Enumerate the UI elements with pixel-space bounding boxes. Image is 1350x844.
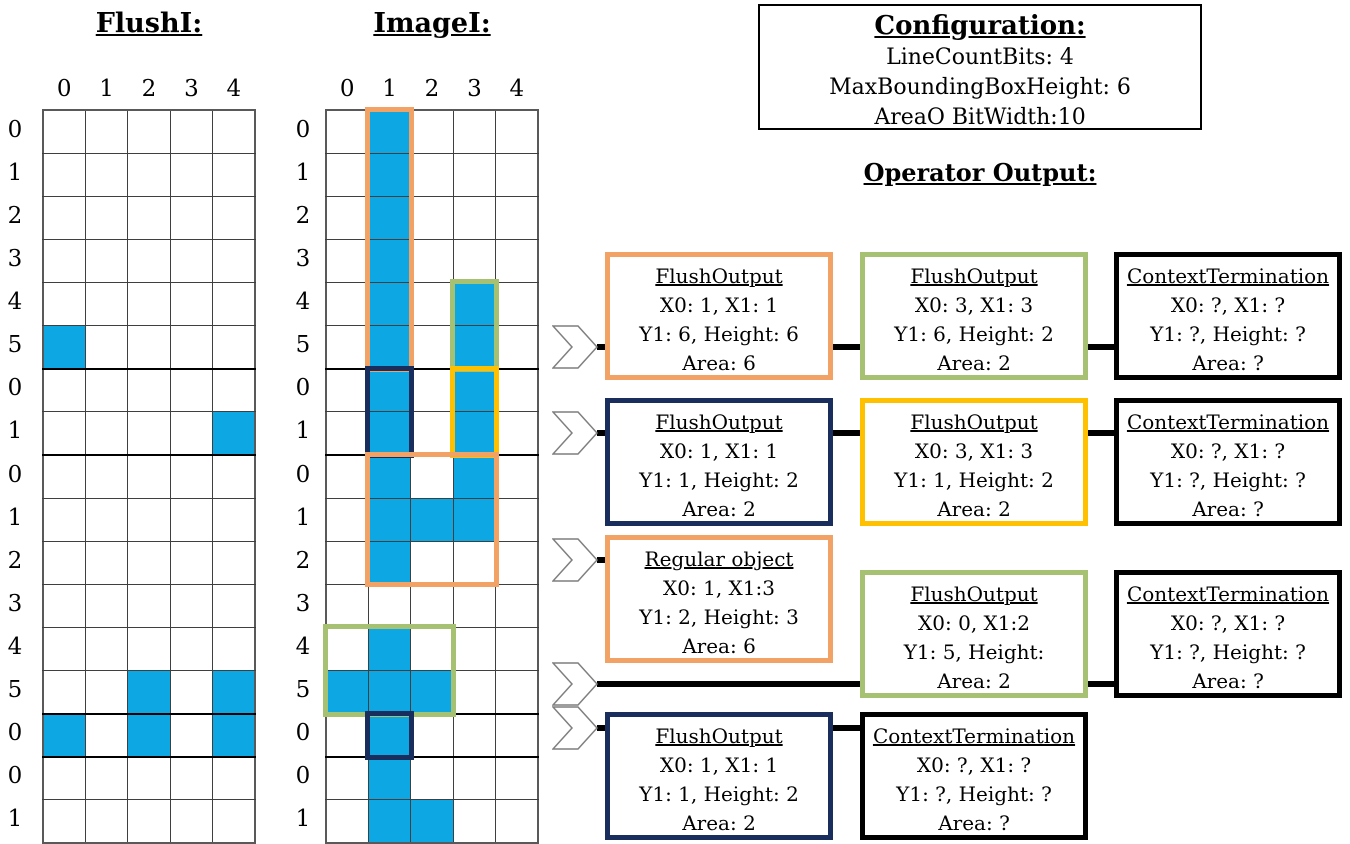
output-box-line: Area: ? (1192, 669, 1264, 693)
output-box-line: Y1: ?, Height: ? (896, 782, 1052, 806)
flush-output-box-5 (860, 570, 1088, 698)
output-box-title: ContextTermination (1126, 264, 1330, 288)
connector-line (1084, 430, 1118, 436)
flushi-row-label: 0 (7, 375, 23, 402)
configuration-line: AreaO BitWidth:10 (874, 105, 1086, 130)
flushi-filled-cell (43, 326, 85, 369)
grid-line (325, 411, 539, 412)
flushi-row-label: 1 (7, 418, 23, 445)
flushi-filled-cell (43, 714, 85, 757)
orange-regular-object-outline (365, 452, 498, 587)
output-box-line: Area: 2 (937, 351, 1011, 375)
connector-line (1084, 344, 1118, 350)
flushi-row-label: 0 (7, 116, 23, 143)
navy-object-outline-2 (365, 711, 413, 760)
grid-line (127, 109, 128, 844)
grid-line (325, 239, 539, 240)
flush-event-chevron-icon (552, 325, 598, 369)
output-box-title: FlushOutput (910, 582, 1038, 606)
flushi-filled-cell (128, 714, 170, 757)
context-termination-box-2 (1114, 398, 1342, 526)
grid-line (537, 109, 539, 844)
imagei-row-label: 0 (295, 461, 311, 488)
imagei-row-label: 1 (295, 806, 311, 833)
frame-boundary-line (42, 713, 256, 715)
connector-line (829, 344, 864, 350)
output-box-title: FlushOutput (910, 410, 1038, 434)
flush-output-box-2 (860, 252, 1088, 380)
flushi-row-label: 3 (7, 590, 23, 617)
output-box-line: X0: 1, X1: 1 (659, 439, 779, 463)
flushi-row-label: 0 (7, 763, 23, 790)
output-box-line: Area: ? (1192, 351, 1264, 375)
navy-object-outline (365, 366, 413, 458)
output-box-line: Y1: ?, Height: ? (1150, 468, 1306, 492)
flushi-row-label: 4 (7, 634, 23, 660)
grid-line (42, 411, 256, 412)
regular-object-box (605, 535, 833, 663)
grid-line (42, 109, 44, 844)
configuration-title: Configuration: (874, 11, 1086, 41)
grid-line (42, 584, 256, 585)
flushi-col-header: 3 (184, 76, 199, 102)
green-object-outline-2 (323, 624, 456, 716)
flushi-filled-cell (213, 714, 255, 757)
flushi-col-header: 4 (226, 76, 242, 102)
imagei-row-label: 1 (295, 504, 311, 531)
output-box-line: Y1: 5, Height: (903, 640, 1045, 664)
flushi-row-label: 0 (7, 720, 23, 747)
connector-line (1084, 681, 1118, 687)
output-box-line: Y1: 6, Height: 6 (639, 322, 799, 346)
imagei-row-label: 1 (295, 159, 311, 186)
flush-event-chevron-icon (552, 411, 598, 455)
grid-line (42, 153, 256, 154)
output-box-title: FlushOutput (910, 264, 1038, 288)
imagei-col-header: 3 (467, 76, 482, 102)
flush-output-box-1 (605, 252, 833, 380)
flushi-col-header: 2 (141, 76, 157, 102)
grid-line (42, 196, 256, 197)
imagei-col-header: 1 (382, 76, 397, 102)
output-box-line: Y1: 1, Height: 2 (639, 782, 799, 806)
grid-line (325, 109, 327, 844)
output-box-title: FlushOutput (655, 410, 783, 434)
grid-line (325, 799, 539, 800)
output-box-line: X0: 1, X1: 1 (659, 293, 779, 317)
output-box-title: FlushOutput (655, 724, 783, 748)
flushi-col-header: 1 (99, 76, 114, 102)
output-box-line: X0: 1, X1: 1 (659, 753, 779, 777)
imagei-title: ImageI: (373, 8, 491, 39)
output-box-line: X0: 1, X1:3 (663, 576, 775, 600)
flushi-filled-cell (213, 671, 255, 714)
grid-line (85, 109, 86, 844)
imagei-filled-cell (368, 800, 410, 843)
grid-line (42, 627, 256, 628)
output-box-line: Y1: 2, Height: 3 (639, 605, 799, 629)
grid-line (212, 109, 213, 844)
output-box-line: Area: 6 (682, 634, 756, 658)
output-box-title: ContextTermination (1126, 410, 1330, 434)
configuration-box (758, 4, 1202, 130)
imagei-col-header: 4 (509, 76, 525, 102)
connector-line (597, 681, 864, 687)
flushi-row-label: 1 (7, 159, 23, 186)
imagei-row-label: 4 (295, 289, 311, 316)
grid-line (42, 670, 256, 671)
output-box-line: X0: ?, X1: ? (916, 753, 1032, 777)
configuration-line: LineCountBits: 4 (886, 45, 1074, 70)
frame-boundary-line (42, 756, 256, 758)
flushi-title: FlushI: (95, 8, 203, 39)
output-box-line: Area: ? (1192, 497, 1264, 521)
grid-line (42, 239, 256, 240)
grid-line (170, 109, 171, 844)
output-box-title: Regular object (644, 547, 794, 571)
output-box-title: ContextTermination (1126, 582, 1330, 606)
flush-output-box-6 (605, 712, 833, 840)
grid-line (325, 282, 539, 283)
flushi-row-label: 1 (7, 806, 23, 833)
output-box-line: X0: ?, X1: ? (1170, 439, 1286, 463)
imagei-row-label: 0 (295, 720, 311, 747)
output-box-line: Y1: 1, Height: 2 (894, 468, 1054, 492)
output-box-title: ContextTermination (872, 724, 1076, 748)
output-box-line: Y1: ?, Height: ? (1150, 322, 1306, 346)
flushi-row-label: 0 (7, 461, 23, 488)
context-termination-box-1 (1114, 252, 1342, 380)
context-termination-box-4 (860, 712, 1088, 840)
imagei-row-label: 3 (295, 245, 311, 272)
output-box-line: Y1: 1, Height: 2 (639, 468, 799, 492)
imagei-col-header: 0 (339, 76, 355, 102)
imagei-row-label: 5 (295, 677, 311, 704)
frame-boundary-line (42, 454, 256, 456)
grid-line (42, 325, 256, 326)
imagei-row-label: 0 (295, 763, 311, 790)
imagei-col-header: 2 (424, 76, 440, 102)
output-box-line: X0: ?, X1: ? (1170, 611, 1286, 635)
grid-line (42, 498, 256, 499)
orange-object-outline (365, 107, 413, 372)
flushi-col-header: 0 (56, 76, 72, 102)
flushi-filled-cell (213, 412, 255, 455)
output-box-line: Area: 2 (682, 497, 756, 521)
output-box-title: FlushOutput (655, 264, 783, 288)
grid-line (42, 799, 256, 800)
grid-line (325, 109, 539, 111)
flushi-row-label: 4 (7, 289, 23, 316)
grid-line (325, 153, 539, 154)
grid-line (325, 196, 539, 197)
flushi-row-label: 3 (7, 245, 23, 272)
flushi-row-label: 5 (7, 677, 23, 704)
output-box-line: X0: 0, X1:2 (918, 611, 1030, 635)
output-box-line: X0: 3, X1: 3 (914, 439, 1034, 463)
imagei-row-label: 4 (295, 634, 311, 660)
output-box-line: Area: ? (938, 811, 1010, 835)
imagei-row-label: 5 (295, 332, 311, 359)
frame-boundary-line (325, 756, 539, 758)
imagei-row-label: 3 (295, 590, 311, 617)
frame-boundary-line (42, 368, 256, 370)
flush-output-box-4 (860, 398, 1088, 526)
frame-boundary-line (325, 368, 539, 370)
flushi-row-label: 1 (7, 504, 23, 531)
grid-line (254, 109, 256, 844)
output-box-line: X0: 3, X1: 3 (914, 293, 1034, 317)
flushi-row-label: 5 (7, 332, 23, 359)
imagei-row-label: 0 (295, 116, 311, 143)
grid-line (325, 325, 539, 326)
connector-line (829, 725, 864, 731)
output-box-line: Area: 2 (682, 811, 756, 835)
output-box-line: Y1: ?, Height: ? (1150, 640, 1306, 664)
imagei-row-label: 2 (295, 547, 311, 574)
imagei-row-label: 0 (295, 375, 311, 402)
output-box-line: Area: 6 (682, 351, 756, 375)
output-box-line: X0: ?, X1: ? (1170, 293, 1286, 317)
yellow-object-outline (450, 366, 498, 458)
imagei-row-label: 2 (295, 202, 311, 229)
operator-output-heading: Operator Output: (863, 158, 1097, 187)
flush-event-chevron-icon (552, 538, 598, 582)
green-object-outline (450, 279, 498, 371)
flush-event-chevron-icon (552, 662, 598, 706)
grid-line (42, 541, 256, 542)
output-box-line: Area: 2 (937, 669, 1011, 693)
output-box-line: Y1: 6, Height: 2 (894, 322, 1054, 346)
context-termination-box-3 (1114, 570, 1342, 698)
grid-line (42, 109, 256, 111)
flushi-row-label: 2 (7, 547, 23, 574)
imagei-row-label: 1 (295, 418, 311, 445)
imagei-filled-cell (368, 757, 410, 800)
flushi-row-label: 2 (7, 202, 23, 229)
output-box-line: Area: 2 (937, 497, 1011, 521)
grid-line (42, 282, 256, 283)
imagei-filled-cell (411, 800, 453, 843)
connector-line (829, 430, 864, 436)
flush-event-chevron-icon (552, 706, 598, 750)
flush-output-box-3 (605, 398, 833, 526)
configuration-line: MaxBoundingBoxHeight: 6 (829, 75, 1131, 100)
flushi-filled-cell (128, 671, 170, 714)
